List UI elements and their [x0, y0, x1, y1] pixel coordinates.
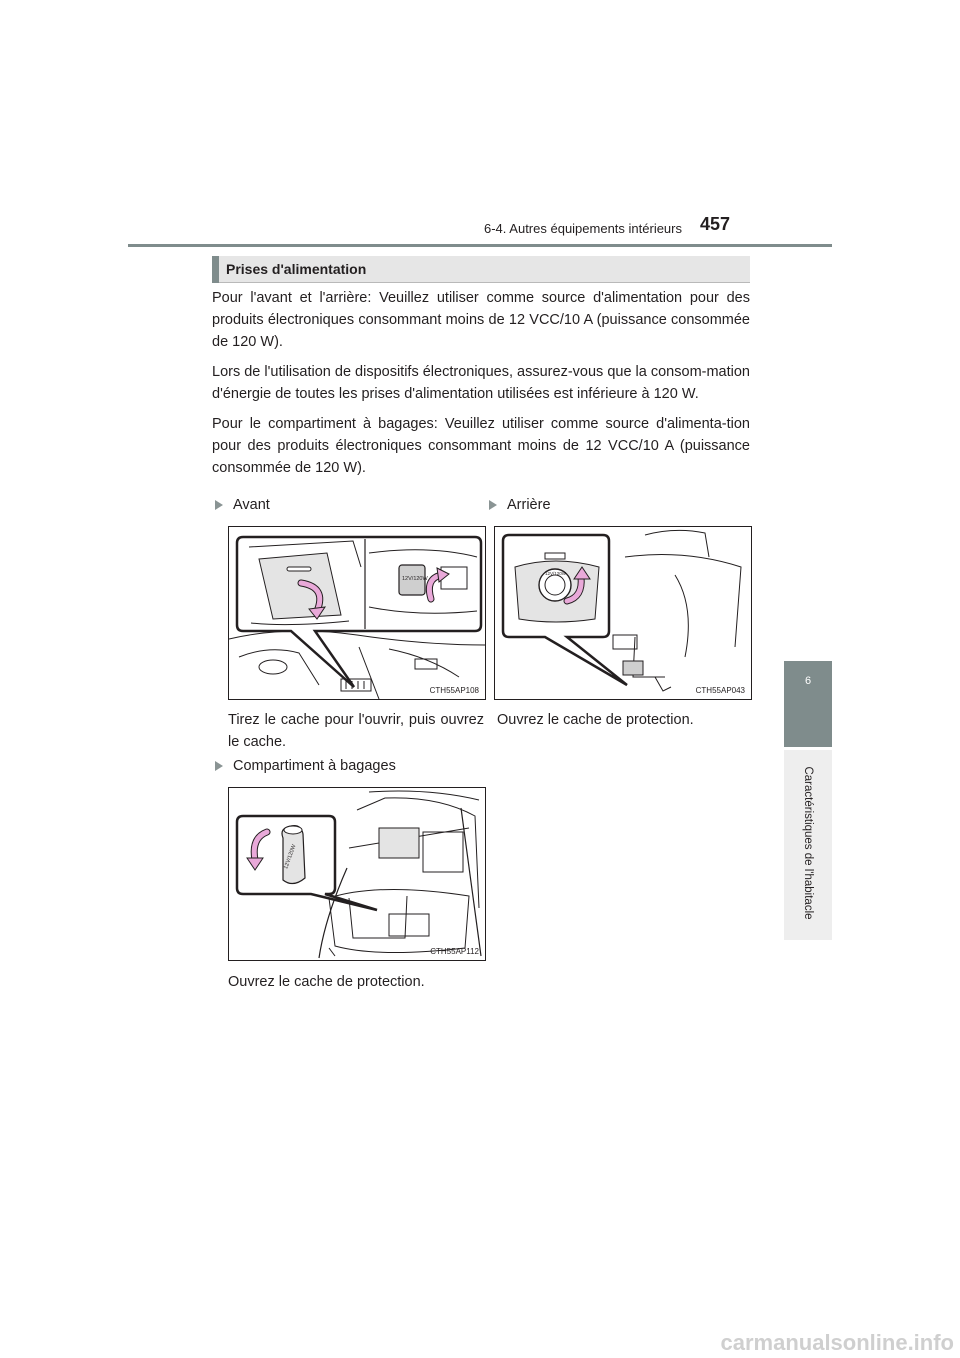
subheading-front: [215, 497, 270, 513]
figure-front: [228, 526, 486, 700]
paragraph-consumption: Lors de l'utilisation de dispositifs électroniques, assurez-vous que la consom-mation d'énergie de toutes les prises d'alimentation utilisées est inférieure à 120 W.: [212, 364, 750, 402]
front-socket-text: 12V/120W: [402, 576, 428, 582]
chapter-tab-number: 6: [804, 675, 812, 687]
rear-socket-text: 12V/120W: [545, 571, 567, 576]
section-title: Prises d'alimentation: [226, 261, 367, 277]
subheading-luggage-label: Compartiment à bagages: [233, 758, 396, 774]
figure-luggage-code: CTH55AP112: [430, 947, 479, 956]
figure-rear-code: CTH55AP043: [695, 686, 745, 695]
bullet-triangle-icon: [215, 500, 223, 510]
paragraph-luggage: Pour le compartiment à bagages: Veuillez utiliser comme source d'alimenta-tion pour des produits électroniques consommant moins de 12 VCC/10 A (puissance consommée de 120 W).: [212, 416, 750, 476]
section-heading-accent: [212, 256, 219, 283]
page-number: 457: [700, 214, 731, 234]
bullet-triangle-icon: [489, 500, 497, 510]
subheading-rear-label: Arrière: [507, 497, 551, 513]
watermark: [0, 1328, 960, 1358]
subheading-rear: [489, 497, 551, 513]
running-header-section: 6-4. Autres équipements intérieurs: [484, 221, 682, 236]
watermark-text: carmanualsonline.info: [720, 1330, 954, 1355]
paragraph-front-rear: Pour l'avant et l'arrière: Veuillez utiliser comme source d'alimentation pour des produits électroniques consommant moins de 12 VCC/10 A (puissance consommée de 120 W).: [212, 290, 750, 350]
subheading-front-label: Avant: [233, 497, 270, 513]
caption-luggage: Ouvrez le cache de protection.: [228, 974, 425, 990]
rear-power-outlet-illustration: [495, 527, 751, 699]
header-rule: [128, 244, 832, 247]
figure-rear: [494, 526, 752, 700]
figure-luggage: [228, 787, 486, 961]
body-text: [212, 287, 750, 487]
chapter-tab: [784, 661, 832, 747]
luggage-socket-text: 12V/120W: [283, 843, 298, 870]
front-power-outlet-illustration: [229, 527, 485, 699]
caption-front: Tirez le cache pour l'ouvrir, puis ouvrez le cache.: [228, 712, 484, 750]
chapter-tab-label: Caractéristiques de l'habitacle: [802, 766, 814, 920]
caption-rear: Ouvrez le cache de protection.: [497, 712, 694, 728]
bullet-triangle-icon: [215, 761, 223, 771]
figure-front-code: CTH55AP108: [429, 686, 479, 695]
subheading-luggage: [215, 758, 396, 774]
luggage-power-outlet-illustration: [229, 788, 485, 960]
